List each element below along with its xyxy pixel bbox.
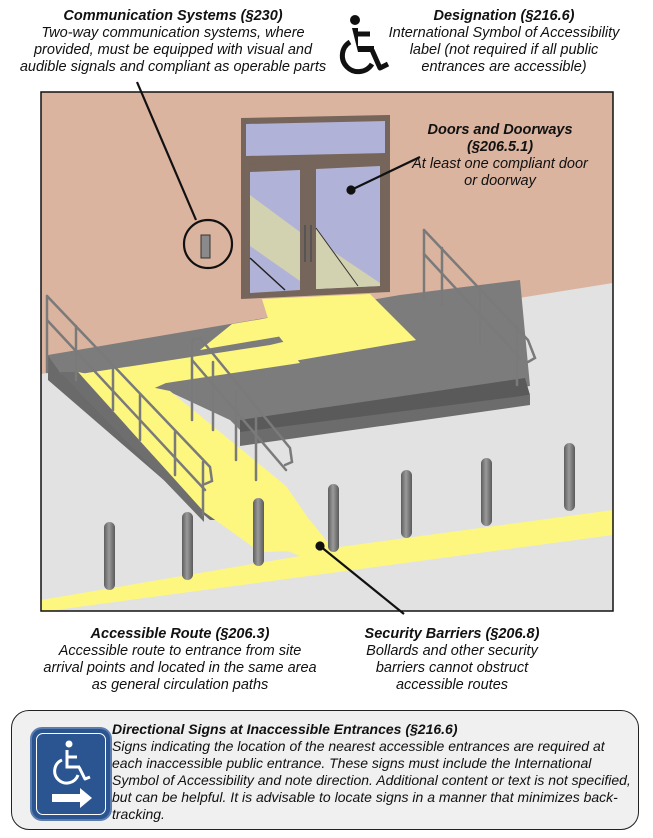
callout-designation [388,8,620,76]
callout-title: Communication Systems (§230) [63,8,283,24]
bollard [401,470,412,538]
bollard [481,458,492,526]
callout-body: International Symbol of Accessibility label (not required if all public entrances are accessible) [388,25,620,75]
callout-title: Doors and Doorways (§206.5.1) [427,122,573,155]
callout-communication-systems [18,8,328,76]
wheelchair-arrow-sign-icon [32,729,110,819]
bollard [182,512,193,580]
callout-title: Security Barriers (§206.8) [364,626,540,642]
callout-security-barriers [352,626,552,694]
intercom-device [201,235,210,258]
callout-title: Accessible Route (§206.3) [90,626,270,642]
directional-signs-title: Directional Signs at Inaccessible Entrances (§216.6) [112,721,458,737]
directional-signs-body: Signs indicating the location of the nearest accessible entrances are required at each inaccessible public entrance. These signs must include the International Symbol of Accessibility and note direction. Additional content or text is not specified, but can be helpful. It is advisable to locate signs in a manner that minimizes back-tracking. [112,738,631,822]
callout-body: At least one compliant door or doorway [412,156,588,189]
callout-body: Two-way communication systems, where provided, must be equipped with visual and audible signals and compliant as operable parts [19,25,327,75]
callout-accessible-route [40,626,320,694]
bollard [104,522,115,590]
bollard [253,498,264,566]
callout-body: Bollards and other security barriers cannot obstruct accessible routes [366,643,538,693]
bollard [328,484,339,552]
double-door [241,115,390,299]
callout-doors-and-doorways [410,122,590,190]
callout-body: Accessible route to entrance from site arrival points and located in the same area as general circulation paths [43,643,317,693]
directional-signs-text [112,721,632,823]
callout-title: Designation (§216.6) [433,8,575,24]
bollard [564,443,575,511]
directional-signs-box [11,710,639,830]
wheelchair-icon [336,12,396,82]
